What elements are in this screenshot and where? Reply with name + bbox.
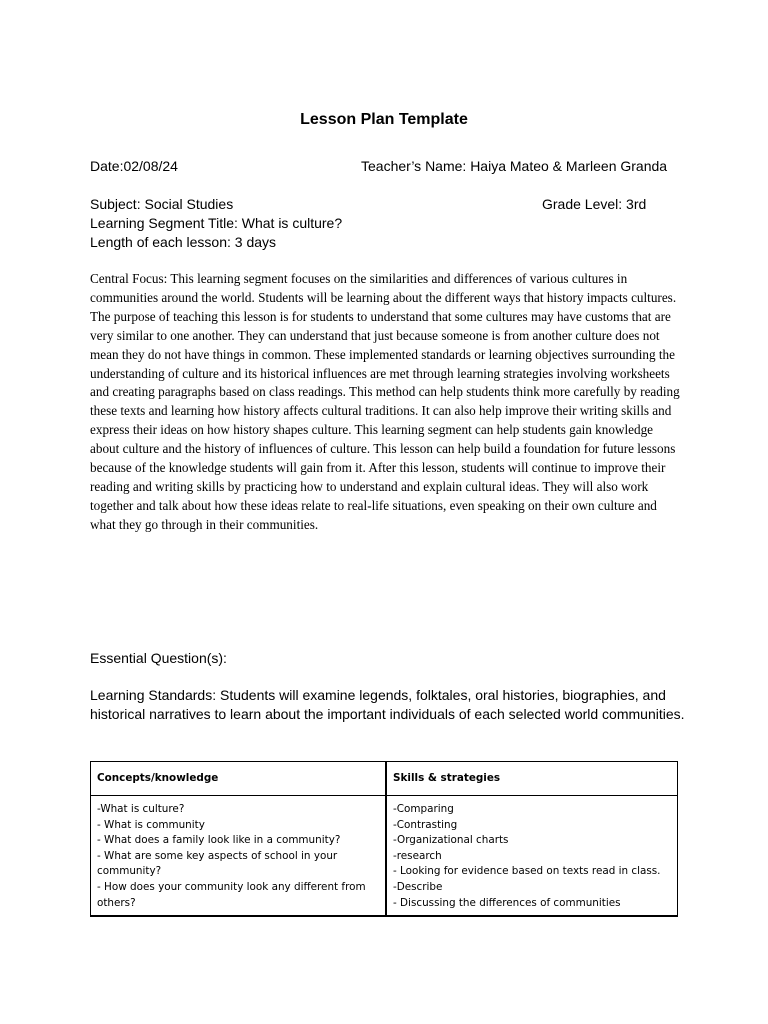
subject-field: Subject: Social Studies: [90, 196, 234, 212]
lesson-length-field: Length of each lesson: 3 days: [90, 234, 277, 250]
segment-title-field: Learning Segment Title: What is culture?: [90, 215, 343, 231]
list-item: -Contrasting: [393, 818, 458, 831]
list-item: - What is community: [97, 818, 205, 831]
concepts-skills-table: [90, 761, 678, 917]
table-row: [91, 796, 678, 917]
date-field: Date:02/08/24: [90, 158, 178, 174]
list-item: -Organizational charts: [393, 834, 509, 847]
concepts-cell: [91, 796, 387, 917]
table-header-row: [91, 762, 678, 796]
central-focus-paragraph: [90, 270, 680, 535]
concepts-header: Concepts/knowledge: [91, 762, 387, 796]
teacher-name-field: Teacher’s Name: Haiya Mateo & Marleen Granda: [361, 158, 668, 174]
list-item: -What is culture?: [97, 803, 185, 815]
essential-questions-label: Essential Question(s):: [90, 650, 227, 666]
list-item: - How does your community look any different from others?: [97, 880, 366, 909]
list-item: - Discussing the differences of communities: [393, 896, 621, 909]
skills-cell: [386, 796, 678, 917]
list-item: -Describe: [393, 880, 443, 893]
skills-header: Skills & strategies: [386, 762, 678, 796]
list-item: -research: [393, 849, 442, 862]
central-focus-label: Central Focus:: [90, 271, 168, 286]
list-item: -Comparing: [393, 803, 454, 815]
list-item: - Looking for evidence based on texts read in class.: [393, 865, 661, 878]
grade-level-field: Grade Level: 3rd: [542, 196, 647, 212]
central-focus-text: This learning segment focuses on the similarities and differences of various cultures in communities around the world. Students will be learning about the different ways that history impacts cultures. The purpose of teaching this lesson is for students to understand that some cultures may have customs that are very similar to one another. They can understand that just because someone is from another culture does not mean they do not have things in common. These implemented standards or learning objectives surrounding the understanding of culture and its historical influences are met through learning strategies involving worksheets and creating paragraphs based on class readings. This method can help students think more carefully by reading these texts and learning how history affects cultural traditions. It can also help improve their writing skills and express their ideas on how history shapes culture. This learning segment can help students gain knowledge about culture and the history of influences of culture. This lesson can help build a foundation for future lessons because of the knowledge students will gain from it. After this lesson, students will continue to improve their reading and writing skills by practicing how to understand and explain cultural ideas. They will also work together and talk about how these ideas relate to real-life situations, even speaking on their own culture and what they go through in their communities.: [90, 271, 680, 532]
page-title: Lesson Plan Template: [300, 111, 468, 128]
list-item: - What does a family look like in a community?: [97, 834, 341, 847]
learning-standards-paragraph: Learning Standards: Students will examine legends, folktales, oral histories, biographies, and historical narratives to learn about the important individuals of each selected world communities.: [90, 687, 685, 722]
list-item: - What are some key aspects of school in your community?: [97, 849, 338, 878]
